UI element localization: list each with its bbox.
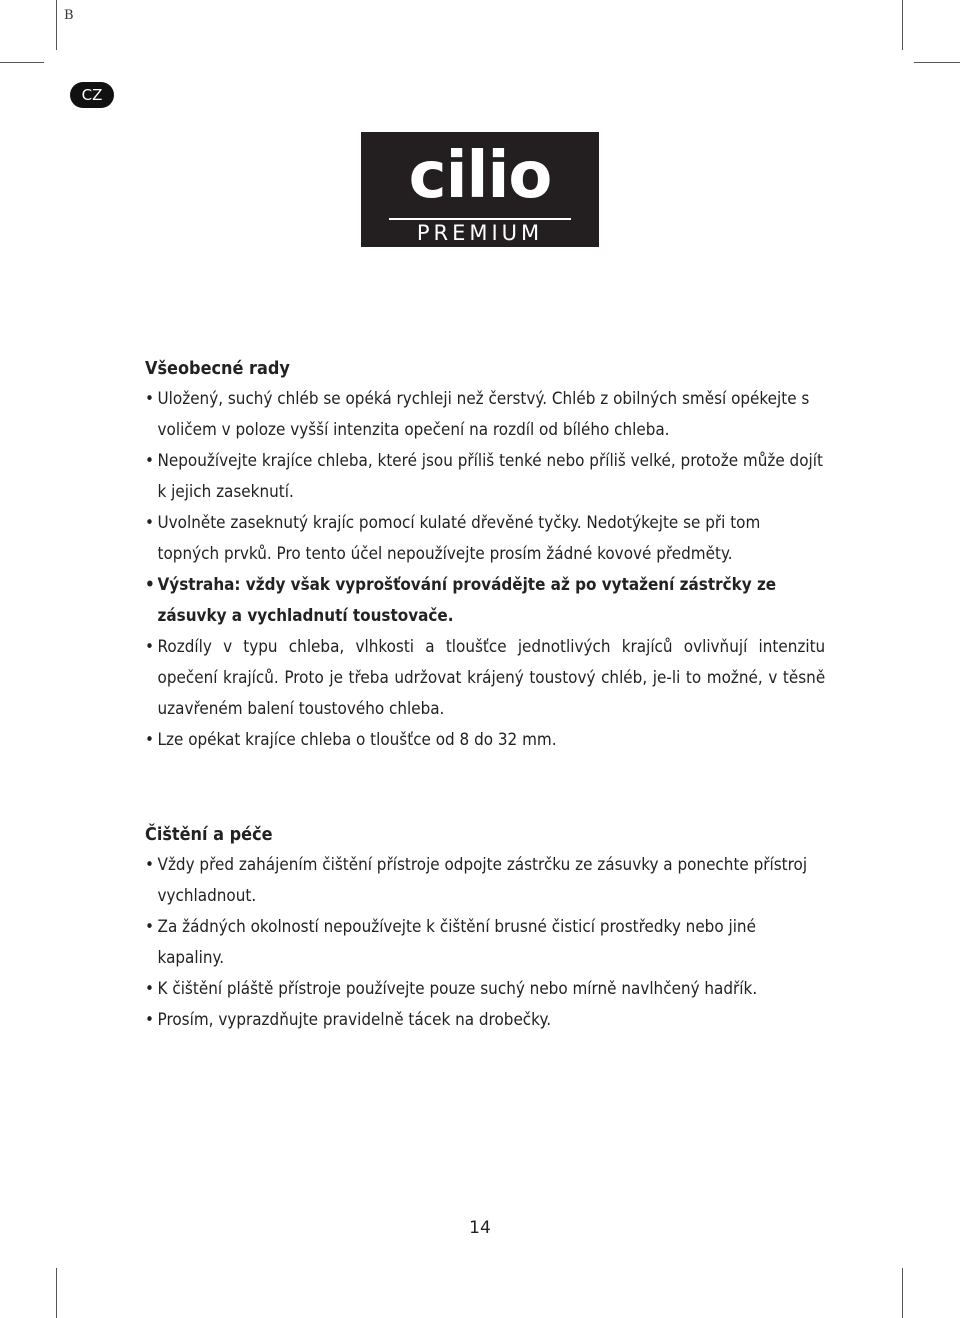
crop-mark bbox=[902, 1268, 903, 1318]
list-item: • Lze opékat krajíce chleba o tloušťce od 8 do 32 mm. bbox=[145, 725, 825, 756]
list-item: • Nepoužívejte krajíce chleba, které jsou příliš tenké nebo příliš velké, protože může dojít k jejich zaseknutí. bbox=[145, 446, 825, 508]
cilio-premium-logo bbox=[361, 132, 599, 247]
cleaning-section bbox=[145, 820, 825, 1036]
crop-mark bbox=[0, 62, 44, 63]
list-item: • Rozdíly v typu chleba, vlhkosti a tloušťce jednotlivých krajíců ovlivňují intenzitu opečení krajíců. Proto je třeba udržovat krájený toustový chléb, je-li to možné, v těsně uzavřeném balení toustového chleba. bbox=[145, 632, 825, 725]
list-item: • Za žádných okolností nepoužívejte k čištění brusné čisticí prostředky nebo jiné kapaliny. bbox=[145, 912, 825, 974]
language-badge: CZ bbox=[70, 82, 114, 108]
corner-letter: B bbox=[64, 8, 74, 23]
general-advice-list bbox=[145, 384, 825, 756]
logo-brand: cilio bbox=[408, 139, 552, 213]
list-item: • Uvolněte zaseknutý krajíc pomocí kulaté dřevěné tyčky. Nedotýkejte se při tom topných prvků. Pro tento účel nepoužívejte prosím žádné kovové předměty. bbox=[145, 508, 825, 570]
crop-mark bbox=[902, 0, 903, 50]
list-item: • Uložený, suchý chléb se opéká rychleji než čerstvý. Chléb z obilných směsí opékejte s voličem v poloze vyšší intenzita opečení na rozdíl od bílého chleba. bbox=[145, 384, 825, 446]
list-item: • K čištění pláště přístroje používejte pouze suchý nebo mírně navlhčený hadřík. bbox=[145, 974, 825, 1005]
warning-item: • Výstraha: vždy však vyprošťování provádějte až po vytažení zástrčky ze zásuvky a vychladnutí toustovače. bbox=[145, 570, 825, 632]
list-item: • Vždy před zahájením čištění přístroje odpojte zástrčku ze zásuvky a ponechte přístroj vychladnout. bbox=[145, 850, 825, 912]
section-heading: Čištění a péče bbox=[145, 824, 273, 845]
crop-mark bbox=[914, 62, 960, 63]
general-advice-section bbox=[145, 354, 825, 756]
section-heading: Všeobecné rady bbox=[145, 358, 290, 379]
logo-tagline: PREMIUM bbox=[416, 221, 544, 245]
crop-mark bbox=[56, 1268, 57, 1318]
cleaning-list bbox=[145, 850, 825, 1036]
page-number: 14 bbox=[469, 1218, 491, 1238]
list-item: • Prosím, vyprazdňujte pravidelně tácek na drobečky. bbox=[145, 1005, 825, 1036]
crop-mark bbox=[56, 0, 57, 50]
